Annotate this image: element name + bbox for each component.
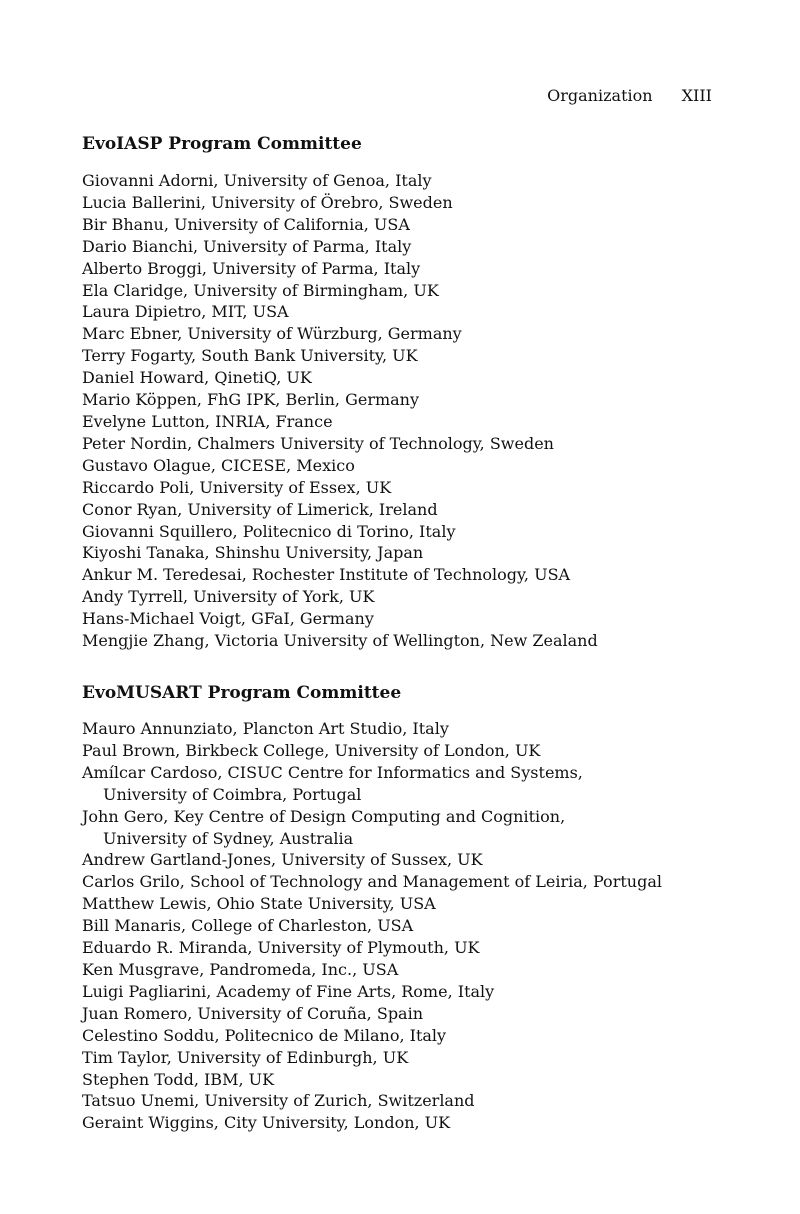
member-entry-text: Alberto Broggi, University of Parma, Italy <box>82 258 421 278</box>
member-entry-text: Lucia Ballerini, University of Örebro, Sweden <box>82 192 453 212</box>
member-entry-text: Mario Köppen, FhG IPK, Berlin, Germany <box>82 390 420 410</box>
committee-member <box>82 630 722 652</box>
committee-member <box>82 915 722 937</box>
member-entry-text: Paul Brown, Birkbeck College, University of London, UK <box>82 740 541 760</box>
member-entry-text: Mengjie Zhang, Victoria University of Wellington, New Zealand <box>82 631 598 651</box>
member-entry-text: Andy Tyrrell, University of York, UK <box>82 587 375 607</box>
committee-member <box>82 477 722 499</box>
member-entry-text: Luigi Pagliarini, Academy of Fine Arts, Rome, Italy <box>82 981 495 1001</box>
member-entry-text: Ken Musgrave, Pandromeda, Inc., USA <box>82 959 399 979</box>
committee-member <box>82 521 722 543</box>
committee-member <box>82 718 722 740</box>
committee-member <box>82 389 722 411</box>
member-entry-text: Carlos Grilo, School of Technology and Management of Leiria, Portugal <box>82 872 662 892</box>
committee-member <box>82 893 722 915</box>
member-entry-text: Giovanni Adorni, University of Genoa, Italy <box>82 171 432 190</box>
member-entry-text: Hans-Michael Voigt, GFaI, Germany <box>82 609 374 629</box>
member-entry-continuation: University of Coimbra, Portugal <box>103 784 362 804</box>
member-entry-text: Tim Taylor, University of Edinburgh, UK <box>82 1047 409 1067</box>
member-entry-text: Kiyoshi Tanaka, Shinshu University, Japan <box>82 543 424 563</box>
committee-member <box>82 806 722 850</box>
member-entry-text: Laura Dipietro, MIT, USA <box>82 302 289 322</box>
evomusart-member-list <box>82 718 722 1134</box>
committee-member <box>82 214 722 236</box>
committee-member <box>82 608 722 630</box>
member-entry-text: Geraint Wiggins, City University, London, UK <box>82 1113 451 1133</box>
member-entry-text: John Gero, Key Centre of Design Computing and Cognition, <box>82 806 566 826</box>
evomusart-section-title: EvoMUSART Program Committee <box>82 683 402 703</box>
evoiasp-member-list <box>82 170 722 652</box>
committee-member <box>82 433 722 455</box>
committee-member <box>82 586 722 608</box>
committee-member <box>82 937 722 959</box>
committee-member <box>82 959 722 981</box>
member-entry-text: Ela Claridge, University of Birmingham, UK <box>82 280 439 300</box>
committee-member <box>82 345 722 367</box>
member-entry-text: Daniel Howard, QinetiQ, UK <box>82 368 312 388</box>
member-entry-text: Juan Romero, University of Coruña, Spain <box>82 1003 424 1023</box>
member-entry-text: Peter Nordin, Chalmers University of Technology, Sweden <box>82 433 554 453</box>
committee-member <box>82 236 722 258</box>
evoiasp-section-title: EvoIASP Program Committee <box>82 134 362 154</box>
committee-member <box>82 323 722 345</box>
member-entry-text: Stephen Todd, IBM, UK <box>82 1069 275 1089</box>
running-header <box>547 86 712 105</box>
committee-member <box>82 1047 722 1069</box>
committee-member <box>82 301 722 323</box>
committee-member <box>82 564 722 586</box>
member-entry-text: Ankur M. Teredesai, Rochester Institute of Technology, USA <box>82 565 571 585</box>
member-entry-text: Marc Ebner, University of Würzburg, Germany <box>82 324 462 344</box>
member-entry-text: Gustavo Olague, CICESE, Mexico <box>82 455 355 475</box>
committee-member <box>82 871 722 893</box>
committee-member <box>82 280 722 302</box>
member-entry-text: Eduardo R. Miranda, University of Plymouth, UK <box>82 938 480 958</box>
member-entry-continuation: University of Sydney, Australia <box>103 828 354 848</box>
member-entry-text: Mauro Annunziato, Plancton Art Studio, Italy <box>82 719 449 738</box>
committee-member <box>82 542 722 564</box>
member-entry-text: Conor Ryan, University of Limerick, Ireland <box>82 499 438 519</box>
member-entry-text: Terry Fogarty, South Bank University, UK <box>82 346 418 366</box>
committee-member <box>82 849 722 871</box>
member-entry-text: Tatsuo Unemi, University of Zurich, Switzerland <box>82 1091 475 1111</box>
committee-member <box>82 192 722 214</box>
committee-member <box>82 499 722 521</box>
member-entry-text: Amílcar Cardoso, CISUC Centre for Informatics and Systems, <box>82 762 583 782</box>
member-entry-text: Riccardo Poli, University of Essex, UK <box>82 477 392 497</box>
member-entry-text: Andrew Gartland-Jones, University of Sussex, UK <box>82 850 483 870</box>
committee-member <box>82 1025 722 1047</box>
committee-member <box>82 981 722 1003</box>
member-entry-text: Celestino Soddu, Politecnico de Milano, Italy <box>82 1025 447 1045</box>
member-entry-text: Evelyne Lutton, INRIA, France <box>82 411 333 431</box>
committee-member <box>82 762 722 806</box>
committee-member <box>82 740 722 762</box>
committee-member <box>82 367 722 389</box>
header-section-title: Organization <box>547 86 653 105</box>
committee-member <box>82 170 722 192</box>
committee-member <box>82 411 722 433</box>
evoiasp-committee-section <box>82 133 722 652</box>
member-entry-text: Giovanni Squillero, Politecnico di Torino, Italy <box>82 521 456 541</box>
member-entry-text: Bill Manaris, College of Charleston, USA <box>82 916 414 936</box>
committee-member <box>82 1069 722 1091</box>
committee-member <box>82 1090 722 1112</box>
committee-member <box>82 258 722 280</box>
member-entry-text: Matthew Lewis, Ohio State University, USA <box>82 894 436 914</box>
committee-member <box>82 1112 722 1134</box>
page-number: XIII <box>681 86 712 105</box>
member-entry-text: Dario Bianchi, University of Parma, Italy <box>82 236 412 256</box>
committee-member <box>82 1003 722 1025</box>
member-entry-text: Bir Bhanu, University of California, USA <box>82 214 410 234</box>
evomusart-committee-section <box>82 682 722 1134</box>
committee-member <box>82 455 722 477</box>
